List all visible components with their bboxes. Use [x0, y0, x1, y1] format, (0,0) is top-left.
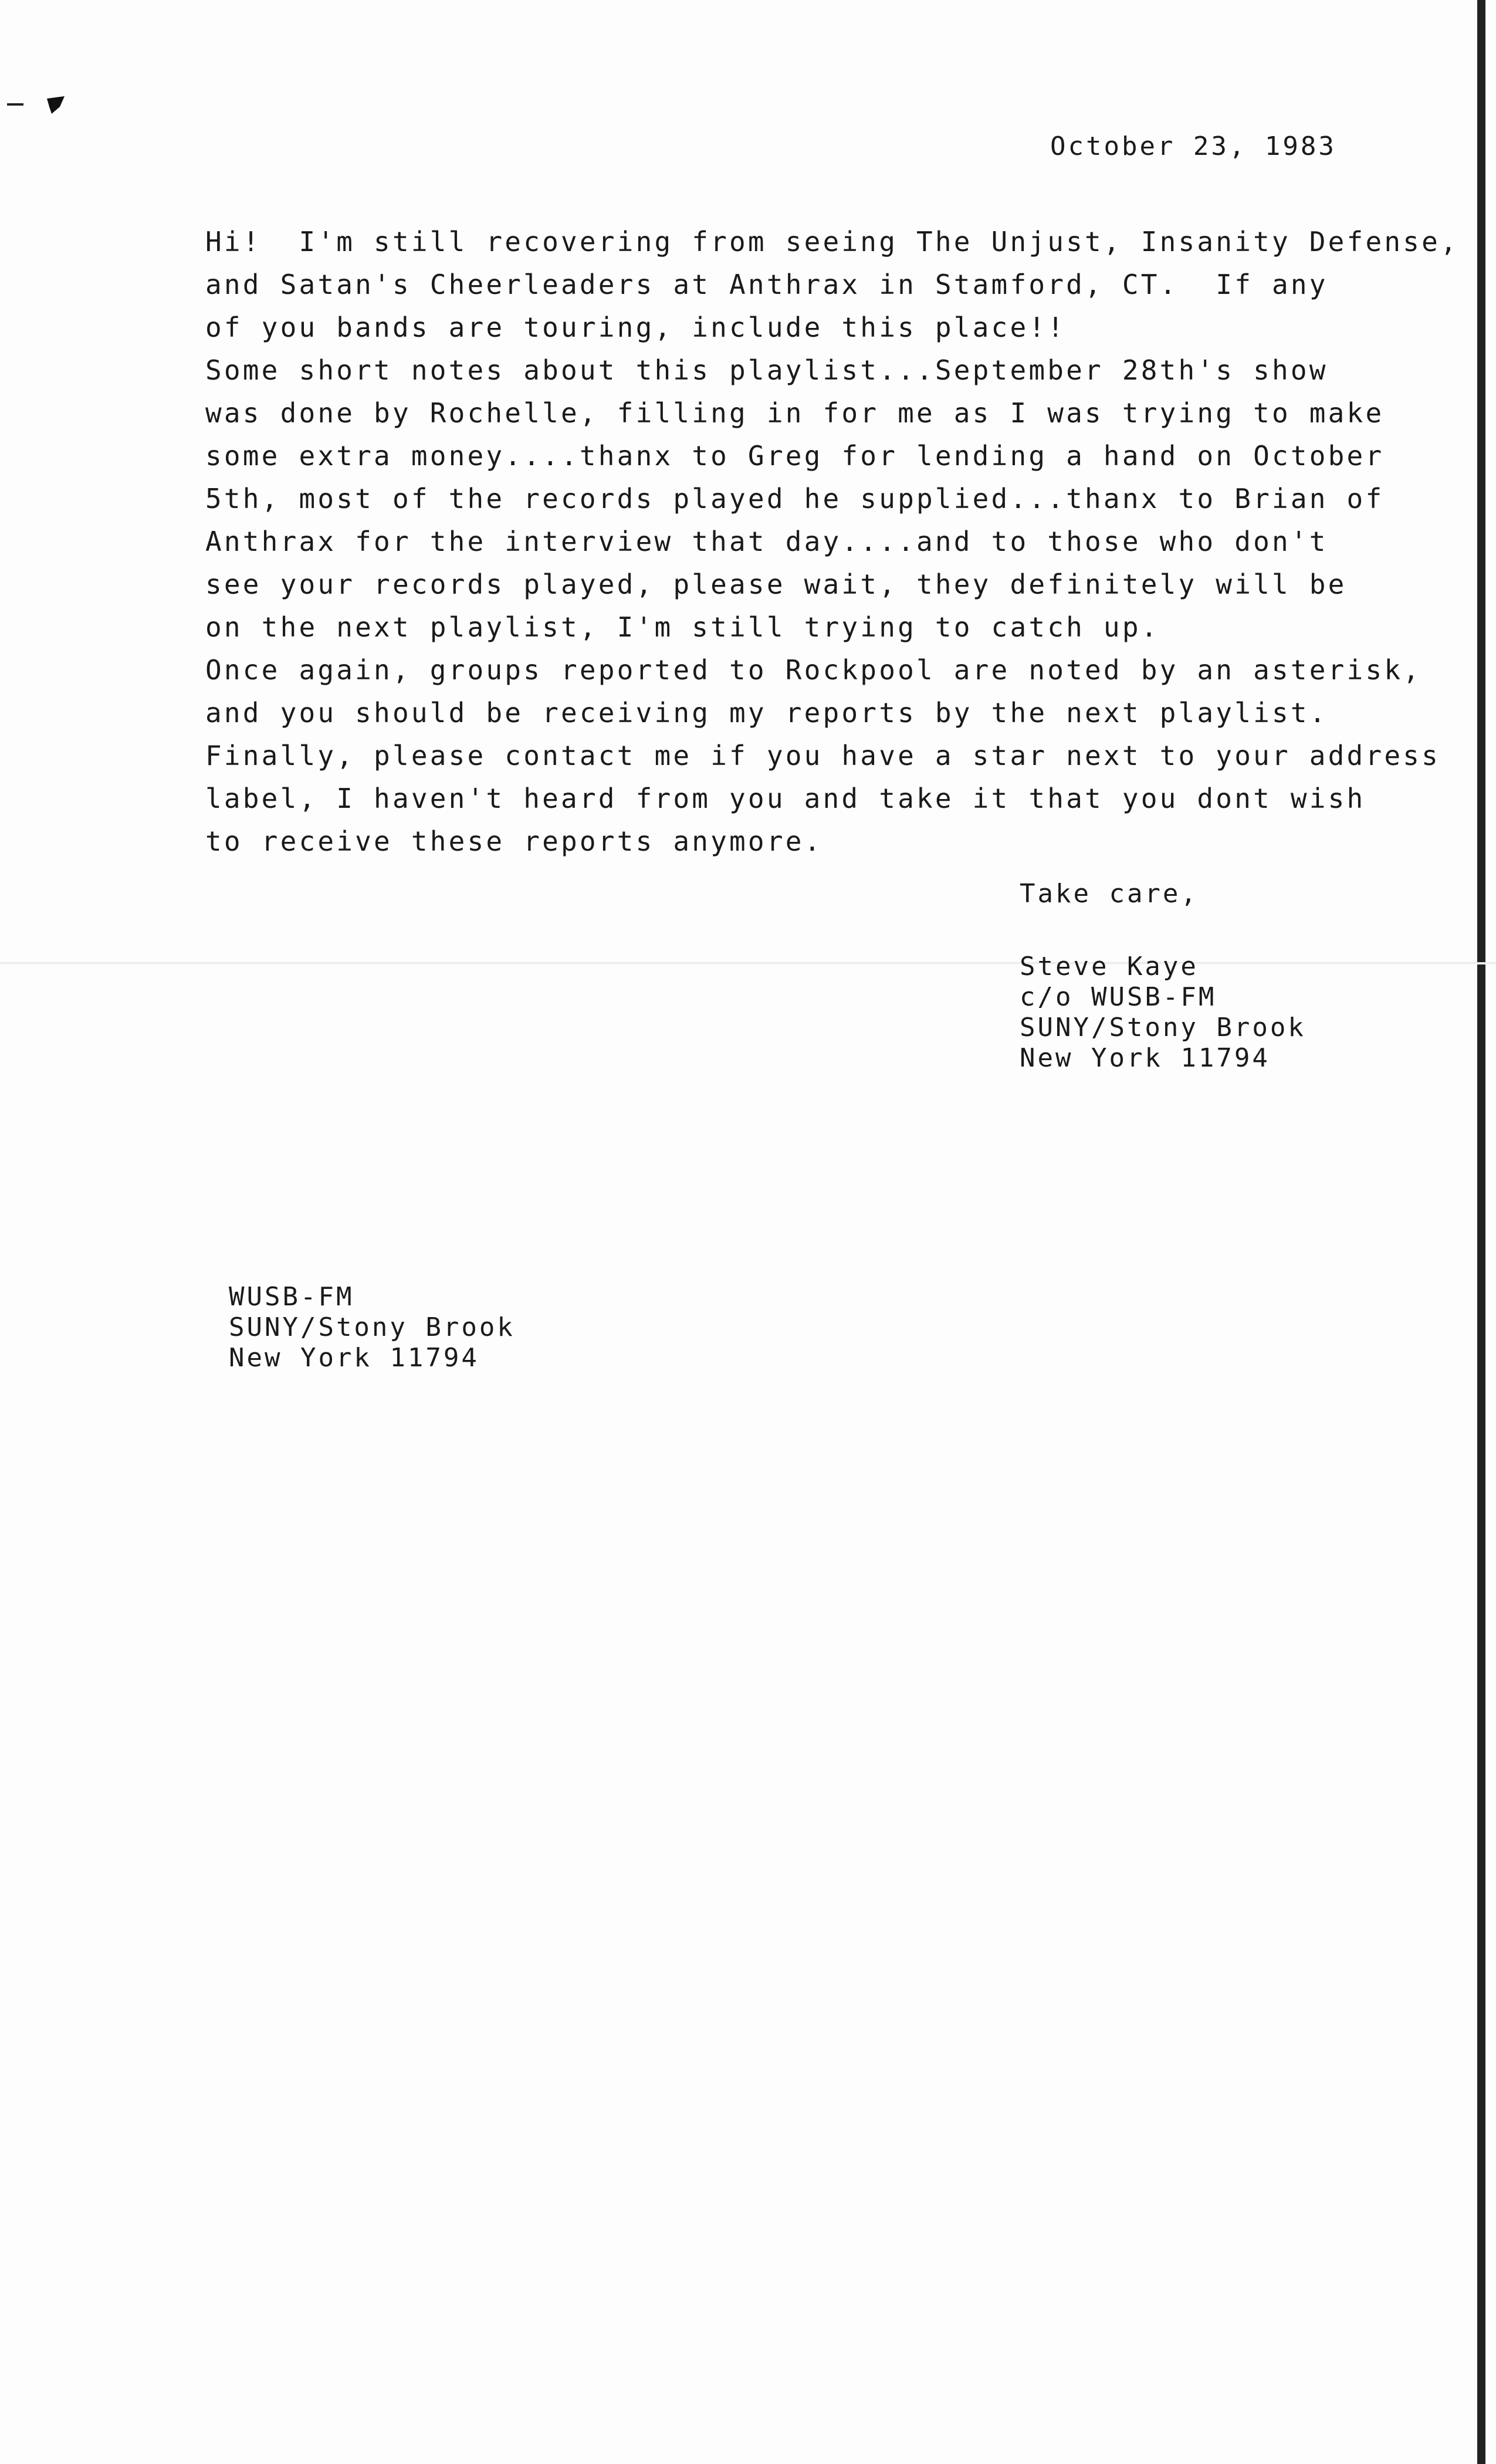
- signature-line: New York 11794: [1020, 1043, 1270, 1073]
- body-line: Once again, groups reported to Rockpool are noted by an asterisk,: [205, 654, 1422, 686]
- body-line: some extra money....thanx to Greg for lending a hand on October: [205, 440, 1385, 472]
- body-line: label, I haven't heard from you and take it that you dont wish: [205, 783, 1366, 814]
- letter-body: [205, 226, 1459, 868]
- mailing-address: [229, 1282, 515, 1373]
- body-line: Finally, please contact me if you have a star next to your address: [205, 740, 1441, 771]
- body-line: Hi! I'm still recovering from seeing The Unjust, Insanity Defense,: [205, 226, 1459, 258]
- address-line: New York 11794: [229, 1343, 479, 1373]
- letter-date: October 23, 1983: [1050, 131, 1336, 161]
- body-line: and you should be receiving my reports by the next playlist.: [205, 697, 1328, 729]
- body-line: Anthrax for the interview that day....and to those who don't: [205, 526, 1328, 557]
- body-line: was done by Rochelle, filling in for me as I was trying to make: [205, 397, 1385, 429]
- body-line: to receive these reports anymore.: [205, 825, 823, 857]
- body-line: see your records played, please wait, they definitely will be: [205, 568, 1347, 600]
- body-line: and Satan's Cheerleaders at Anthrax in Stamford, CT. If any: [205, 269, 1328, 300]
- body-line: on the next playlist, I'm still trying to catch up.: [205, 611, 1160, 643]
- address-line: SUNY/Stony Brook: [229, 1312, 515, 1342]
- signature-name: Steve Kaye: [1020, 952, 1199, 981]
- signature-block: [1020, 952, 1306, 1074]
- ink-mark-icon: [6, 94, 70, 117]
- address-line: WUSB-FM: [229, 1282, 354, 1312]
- body-line: Some short notes about this playlist...September 28th's show: [205, 354, 1328, 386]
- signature-line: c/o WUSB-FM: [1020, 982, 1217, 1012]
- letter-closing: Take care,: [1020, 879, 1199, 909]
- signature-line: SUNY/Stony Brook: [1020, 1013, 1306, 1043]
- scan-edge-shadow: [1477, 0, 1485, 2464]
- body-line: 5th, most of the records played he supplied...thanx to Brian of: [205, 483, 1385, 515]
- body-line: of you bands are touring, include this place!!: [205, 312, 1067, 343]
